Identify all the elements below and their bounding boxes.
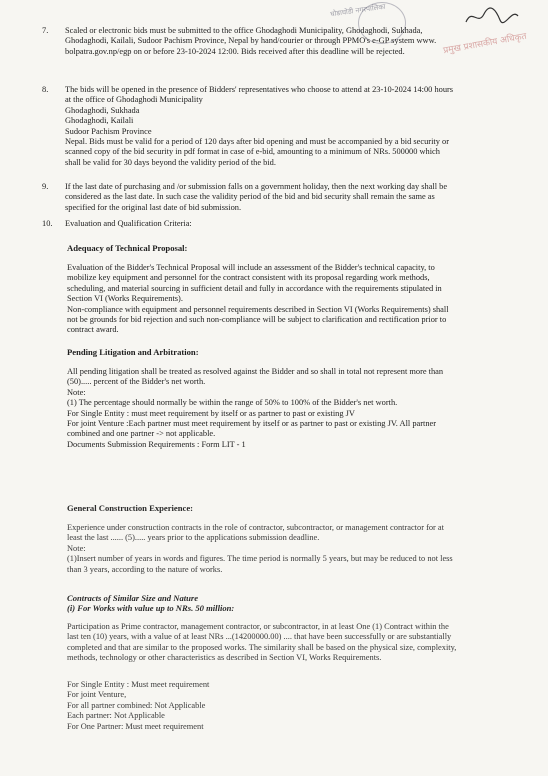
item-number: 7. (42, 26, 49, 35)
section-heading: Contracts of Similar Size and Nature (67, 593, 199, 603)
item-number: 8. (42, 85, 49, 94)
officer-stamp: प्रमुख प्रशासकीय अधिकृत (442, 31, 528, 57)
similar-requirements: For Single Entity : Must meet requirement For joint Venture, For all partner combined: Not Applicable Each partner: Not Applicable For One Partner: Must meet requirement (67, 680, 210, 731)
item-7-text: Scaled or electronic bids must be submitted to the office Ghodaghodi Municipality, Ghodaghodi, Sukhada, Ghodaghodi, Kailali, Sudoor Pachism Province, Nepal by hand/courier or through PPMO's e-GP system www. bolpatra.gov.np/egp on or before 23-10-2024 12:00. Bids received after this deadline will be rejected. (65, 26, 437, 56)
general-text: Experience under construction contracts in the role of contractor, subcontractor, or management contractor for at least the last ...... (5)..... years prior to the applications submission deadline. Note: (1)Insert number of years in words and figures. The time period is normally 5 years, but may be reduced to not less than 3 years, according to the nature of works. (67, 523, 453, 574)
similar-text: Participation as Prime contractor, management contractor, or subcontractor, in at least One (1) Contract within the last ten (10) years, with a value of at least NRs ...(14200000.00) .... that have been successfully or are substantially completed and that are similar to the proposed works. The similarity shall be based on the physical size, complexity, methods, technology or other characteristics as described in Section VI, Works Requirements. (67, 622, 457, 663)
technical-text: Evaluation of the Bidder's Technical Proposal will include an assessment of the Bidder's technical capacity, to mobilize key equipment and personnel for the contract consistent with its proposal regarding work methods, scheduling, and material sourcing in sufficient detail and fully in accordance with the requirements stipulated in Section VI (Works Requirements). Non-compliance with equipment and personnel requirements described in Section VI (Works Requirements) shall not be grounds for bid rejection and such non-compliance will be subject to clarification and rectification prior to contract award. (67, 263, 449, 335)
section-heading: General Construction Experience: (67, 503, 194, 513)
item-number: 10. (42, 219, 53, 228)
litigation-text: All pending litigation shall be treated as resolved against the Bidder and so shall in total not represent more than (50)..... percent of the Bidder's net worth. Note: (1) The percentage should normally be within the range of 50% to 100% of the Bidder's net worth. For Single Entity : must meet requirement by itself or as partner to past or existing JV For joint Venture :Each partner must meet requirement by itself or as partner to past or existing JV. All partner combined and one partner -> not applicable. Documents Submission Requirements : Form LIT - 1 (67, 367, 444, 449)
item-10-text: Evaluation and Qualification Criteria: (65, 219, 192, 228)
section-heading: Pending Litigation and Arbitration: (67, 347, 199, 357)
section-heading: Adequacy of Technical Proposal: (67, 243, 188, 253)
similar-section (67, 593, 529, 614)
litigation-section (67, 347, 529, 357)
general-section (67, 503, 529, 513)
item-number: 9. (42, 182, 49, 191)
seal-text: घोडाघोडी नगरपालिका (329, 2, 386, 19)
technical-section (67, 243, 529, 253)
section-subheading: (i) For Works with value up to NRs. 50 million: (67, 603, 235, 614)
item-9-text: If the last date of purchasing and /or submission falls on a government holiday, then the next working day shall be considered as the last date. In such case the validity period of the bid and bid security shall remain the same as specified for the original last date of bid submission. (65, 182, 448, 212)
item-8-text: The bids will be opened in the presence of Bidders' representatives who choose to attend at 23-10-2024 14:00 hours at the office of Ghodaghodi Municipality Ghodaghodi, Sukhada Ghodaghodi, Kailali Sudoor Pachism Province Nepal. Bids must be valid for a period of 120 days after bid opening and must be accompanied by a bid security or scanned copy of the bid security in pdf format in case of e-bid, amounting to a minimum of NRs. 500000 which shall be valid for 30 days beyond the validity period of the bid. (65, 85, 454, 167)
